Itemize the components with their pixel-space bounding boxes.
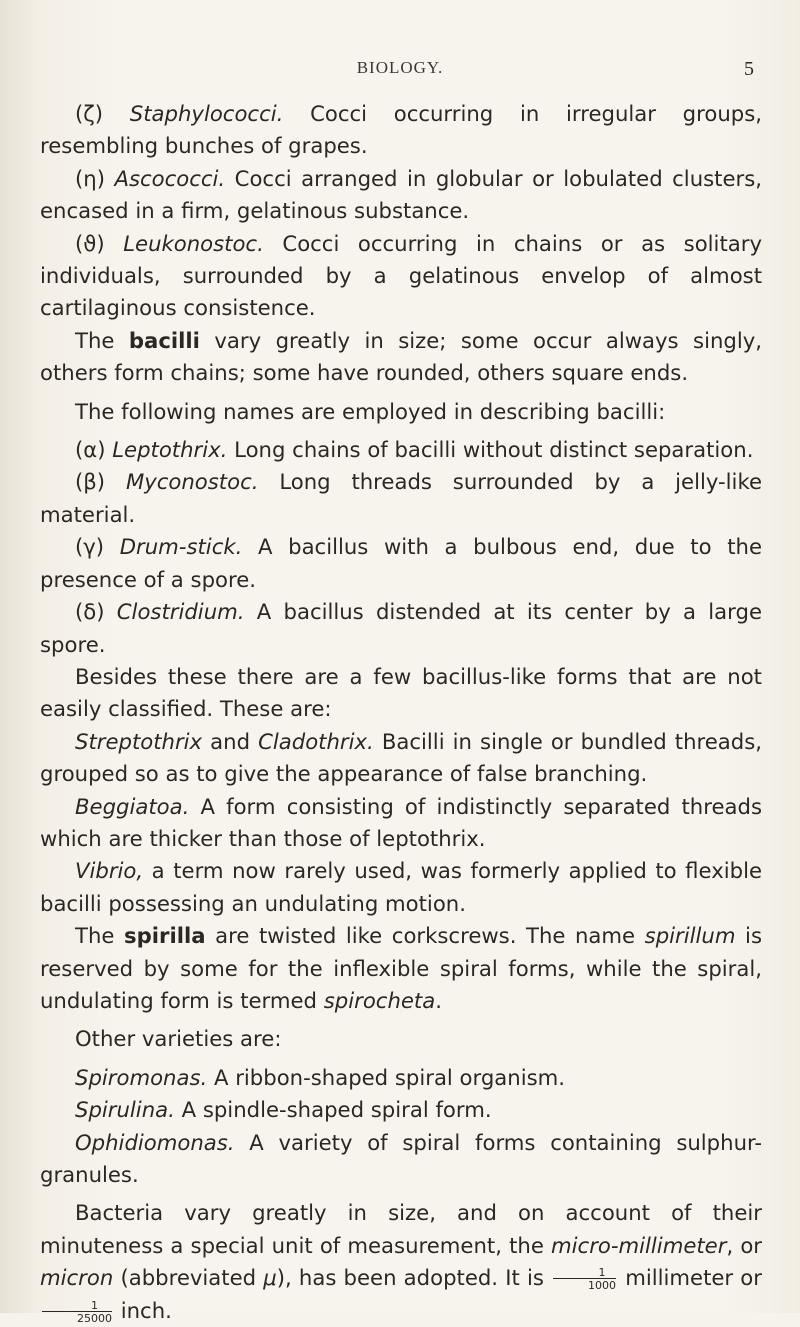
paragraph-drum-stick <box>40 531 762 596</box>
term: Spirulina. <box>75 1097 175 1123</box>
text-span: is reserved by some for the inflexible spiral forms, while the spiral, undulating form is termed <box>40 923 762 1013</box>
definition: Cocci occurring in irregular groups, resembling bunches of grapes. <box>40 101 762 159</box>
definition: Long threads surrounded by a jelly-like material. <box>40 469 762 527</box>
paragraph-micron <box>40 1197 762 1327</box>
text-span: ), has been adopted. It is <box>276 1265 552 1291</box>
text-span: The following names are employed in describing bacilli: <box>75 398 666 424</box>
paragraph-vibrio <box>40 855 762 920</box>
text-span: vary greatly in size; some occur always singly, others form chains; some have rounded, others square ends. <box>40 327 762 386</box>
paragraph-beggiatoa <box>40 791 762 856</box>
paragraph-streptothrix <box>40 726 762 791</box>
paragraph-leptothrix <box>40 434 762 466</box>
term: Myconostoc. <box>125 469 259 495</box>
text-span: Bacteria vary greatly in size, and on account of their minuteness a special unit of measurement, the <box>40 1200 762 1258</box>
term: Vibrio, <box>75 858 144 884</box>
definition: A spindle-shaped spiral form. <box>174 1097 492 1123</box>
definition: A ribbon-shaped spiral organism. <box>207 1064 566 1090</box>
term: Ascococci. <box>114 165 226 191</box>
text-span: Other varieties are: <box>75 1026 282 1052</box>
text-span: inch. <box>114 1297 172 1323</box>
text-span: The <box>75 923 124 949</box>
paragraph-clostridium <box>40 596 762 661</box>
paragraph-spirulina <box>40 1094 762 1126</box>
text-span: are twisted like corkscrews. The name <box>205 923 645 949</box>
term: Drum-stick. <box>119 534 243 560</box>
term: Spiromonas. <box>75 1064 208 1090</box>
list-marker: (ϑ) <box>75 230 105 256</box>
definition: A bacillus distended at its center by a large spore. <box>40 599 762 657</box>
list-marker: (γ) <box>75 534 105 560</box>
bold-term: bacilli <box>128 327 200 353</box>
list-marker: (δ) <box>75 599 105 625</box>
text-span: and <box>202 728 259 754</box>
paragraph-bacillus-like <box>40 661 762 726</box>
paragraph-spirilla <box>40 920 762 1017</box>
paragraph-spiromonas <box>40 1062 762 1094</box>
definition: A form consisting of indistinctly separated threads which are thicker than those of leptothrix. <box>40 793 762 851</box>
paragraph-leukonostoc <box>40 228 762 325</box>
term: Leukonostoc. <box>123 230 264 256</box>
text-span: The <box>75 327 129 353</box>
running-head: BIOLOGY. <box>356 58 444 77</box>
definition: a term now rarely used, was formerly applied to flexible bacilli possessing an undulating motion. <box>40 858 762 916</box>
term: spirillum <box>644 923 736 949</box>
term: spirocheta <box>323 987 436 1013</box>
text-span: (abbreviated <box>113 1265 264 1291</box>
bold-term: spirilla <box>123 923 206 949</box>
term: Ophidiomonas. <box>75 1129 235 1155</box>
text-span: Besides these there are a few bacillus-like forms that are not easily classified. These are: <box>40 663 762 722</box>
text-span: millimeter or <box>618 1265 762 1291</box>
list-marker: (ζ) <box>75 101 104 126</box>
definition: Cocci arranged in globular or lobulated clusters, encased in a firm, gelatinous substance. <box>40 165 762 224</box>
term: Beggiatoa. <box>75 793 190 819</box>
paragraph-staphylococci <box>40 98 762 163</box>
fraction-numerator: 1 <box>598 1266 606 1280</box>
term: Clostridium. <box>116 599 245 625</box>
text-span: . <box>435 987 442 1013</box>
list-marker: (β) <box>75 469 106 495</box>
fraction-denominator: 1000 <box>553 1278 616 1291</box>
fraction-numerator: 1 <box>91 1298 98 1312</box>
paragraph-ascococci <box>40 163 762 228</box>
paragraph-myconostoc <box>40 466 762 531</box>
paragraph-ophidiomonas <box>40 1127 762 1192</box>
page-header <box>40 58 760 90</box>
list-marker: (α) <box>75 437 106 463</box>
list-marker: (η) <box>75 165 105 191</box>
definition: Bacilli in single or bundled threads, grouped so as to give the appearance of false branching. <box>40 728 762 787</box>
term: Streptothrix <box>75 728 203 754</box>
mu-symbol: μ <box>263 1265 277 1291</box>
term: micron <box>40 1265 114 1291</box>
fraction-denominator: 25000 <box>42 1311 112 1324</box>
paragraph-other-varieties <box>40 1023 762 1055</box>
term: Staphylococci. <box>129 101 284 126</box>
paragraph-bacilli <box>40 325 762 390</box>
definition: A variety of spiral forms containing sulphur-granules. <box>40 1129 762 1187</box>
definition: Long chains of bacilli without distinct separation. <box>227 437 754 463</box>
term: micro-millimeter <box>551 1232 727 1258</box>
page-number: 5 <box>744 58 754 80</box>
definition: A bacillus with a bulbous end, due to the presence of a spore. <box>40 534 762 592</box>
paragraph-bacilli-names <box>40 396 762 428</box>
term: Leptothrix. <box>112 437 228 463</box>
text-span: , or <box>726 1232 762 1258</box>
fraction-millimeter <box>553 1267 616 1291</box>
body-text <box>40 98 762 1327</box>
fraction-inch <box>42 1300 112 1324</box>
term: Cladothrix. <box>258 728 374 754</box>
definition: Cocci occurring in chains or as solitary individuals, surrounded by a gelatinous envelop of almost cartilaginous consistence. <box>40 230 762 321</box>
